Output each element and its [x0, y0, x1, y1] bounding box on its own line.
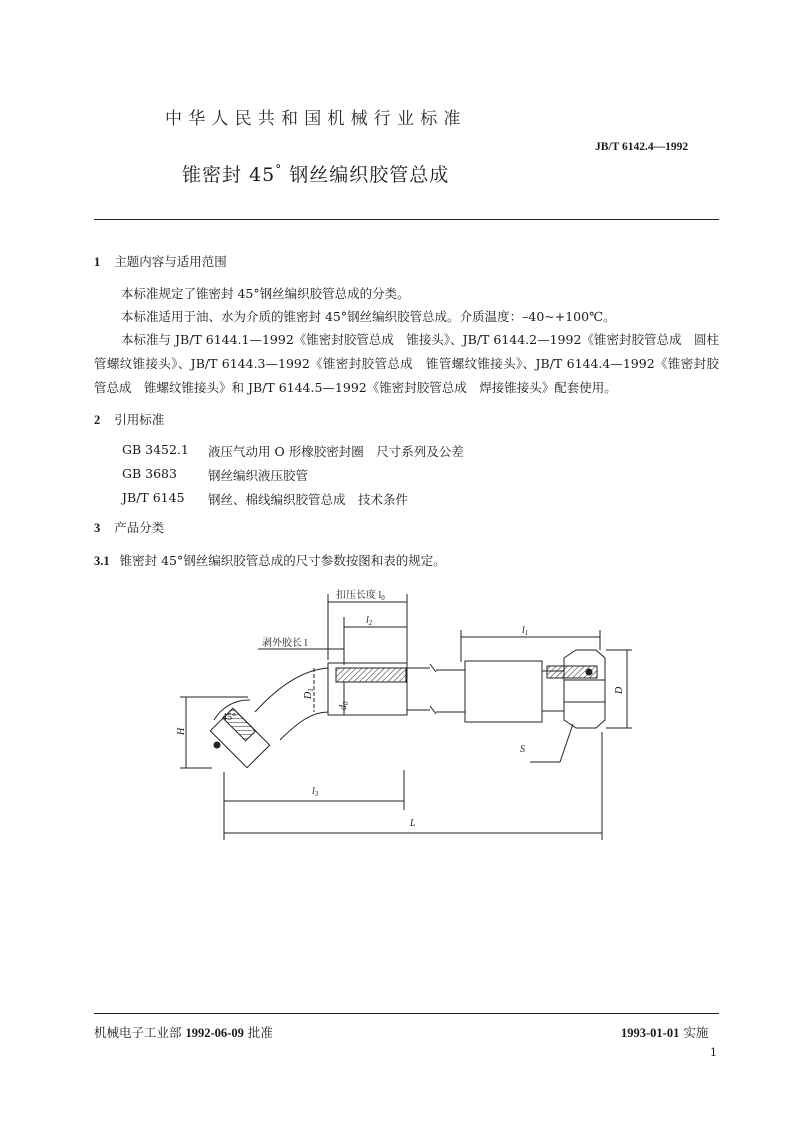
l2-label: $l_2$ — [366, 615, 373, 627]
impl-word: 实施 — [683, 1025, 709, 1040]
approve-date: 1992-06-09 — [185, 1026, 244, 1040]
S-leader — [560, 724, 573, 762]
angle-label: 45° — [222, 712, 236, 723]
page-number: 1 — [710, 1046, 717, 1059]
reference-code: GB 3452.1 — [122, 442, 189, 457]
reference-code: GB 3683 — [122, 466, 177, 481]
D-label: D — [614, 686, 625, 694]
section-3-heading — [94, 518, 164, 536]
reference-title: 钢丝编织液压胶管 — [208, 468, 309, 483]
bent-tube-outer — [255, 668, 328, 712]
section-1-paragraph-3: 本标准与 JB/T 6144.1—1992《锥密封胶管总成 锥接头》、JB/T 6144.2—1992《锥密封胶管总成 圆柱管螺纹锥接头》、JB/T 6144.3—1992《锥密封胶管总成 锥管螺纹锥接头》、JB/T 6144.4—1992《锥密封胶管总成 锥螺纹锥接头》和 JB/T 6144.5—1992《锥密封胶管总成 焊接锥接头》配套使用。 — [94, 332, 719, 395]
reference-title: 液压气动用 O 形橡胶密封圈 尺寸系列及公差 — [208, 444, 464, 459]
impl-date: 1993-01-01 — [621, 1026, 680, 1040]
break-mark — [430, 664, 436, 672]
reference-code: JB/T 6145 — [122, 490, 185, 505]
break-mark — [430, 706, 436, 714]
document-title — [182, 160, 449, 187]
o-ring — [586, 669, 592, 675]
left-o-ring — [214, 742, 220, 748]
subsection-text: 锥密封 45°钢丝编织胶管总成的尺寸参数按图和表的规定。 — [119, 553, 446, 568]
section-2-heading — [94, 410, 164, 428]
section-title: 产品分类 — [114, 520, 165, 535]
header-divider — [94, 219, 719, 220]
strip-length-label: 剥外胶长 l — [262, 638, 308, 649]
l3-label: $l_3$ — [312, 786, 319, 798]
hose-assembly-drawing — [170, 585, 640, 855]
section-1-heading — [94, 252, 227, 270]
section-1-paragraph-1: 本标准规定了锥密封 45°钢丝编织胶管总成的分类。 — [121, 286, 410, 301]
L-label: L — [410, 818, 416, 829]
title-main: 锥密封 45 — [182, 164, 276, 186]
section-title: 引用标准 — [114, 412, 165, 427]
section-number: 2 — [94, 413, 101, 427]
bent-tube-inner — [280, 712, 328, 740]
section-3-1 — [94, 551, 446, 569]
title-rest: 钢丝编织胶管总成 — [282, 164, 450, 186]
subsection-number: 3.1 — [94, 554, 110, 568]
D1-label: $D_1$ — [303, 688, 315, 699]
section-number: 1 — [94, 255, 101, 269]
implementation-line — [621, 1023, 708, 1041]
approve-word: 批准 — [247, 1025, 273, 1040]
left-ferrule-section — [336, 668, 406, 682]
d0-label: $d_0$ — [338, 701, 350, 710]
H-label: H — [176, 727, 187, 735]
l1-label: $l_1$ — [522, 625, 529, 637]
section-title: 主题内容与适用范围 — [114, 254, 227, 269]
right-nut — [564, 650, 605, 728]
ministry: 机械电子工业部 — [94, 1025, 182, 1040]
standard-code: JB/T 6142.4—1992 — [595, 141, 689, 153]
standard-category: 中华人民共和国机械行业标准 — [165, 109, 467, 129]
section-1-paragraph-2: 本标准适用于油、水为介质的锥密封 45°钢丝编织胶管总成。介质温度：–40~+100℃。 — [121, 309, 616, 324]
reference-title: 钢丝、棉线编织胶管总成 技术条件 — [208, 492, 409, 507]
crimp-length-label: 扣压长度 $l_0$ — [336, 590, 385, 602]
right-ferrule — [465, 661, 542, 722]
title-degree: ° — [275, 162, 283, 177]
approval-line — [94, 1023, 273, 1041]
footer-divider — [94, 1013, 719, 1014]
S-label: S — [520, 744, 525, 755]
section-number: 3 — [94, 521, 101, 535]
